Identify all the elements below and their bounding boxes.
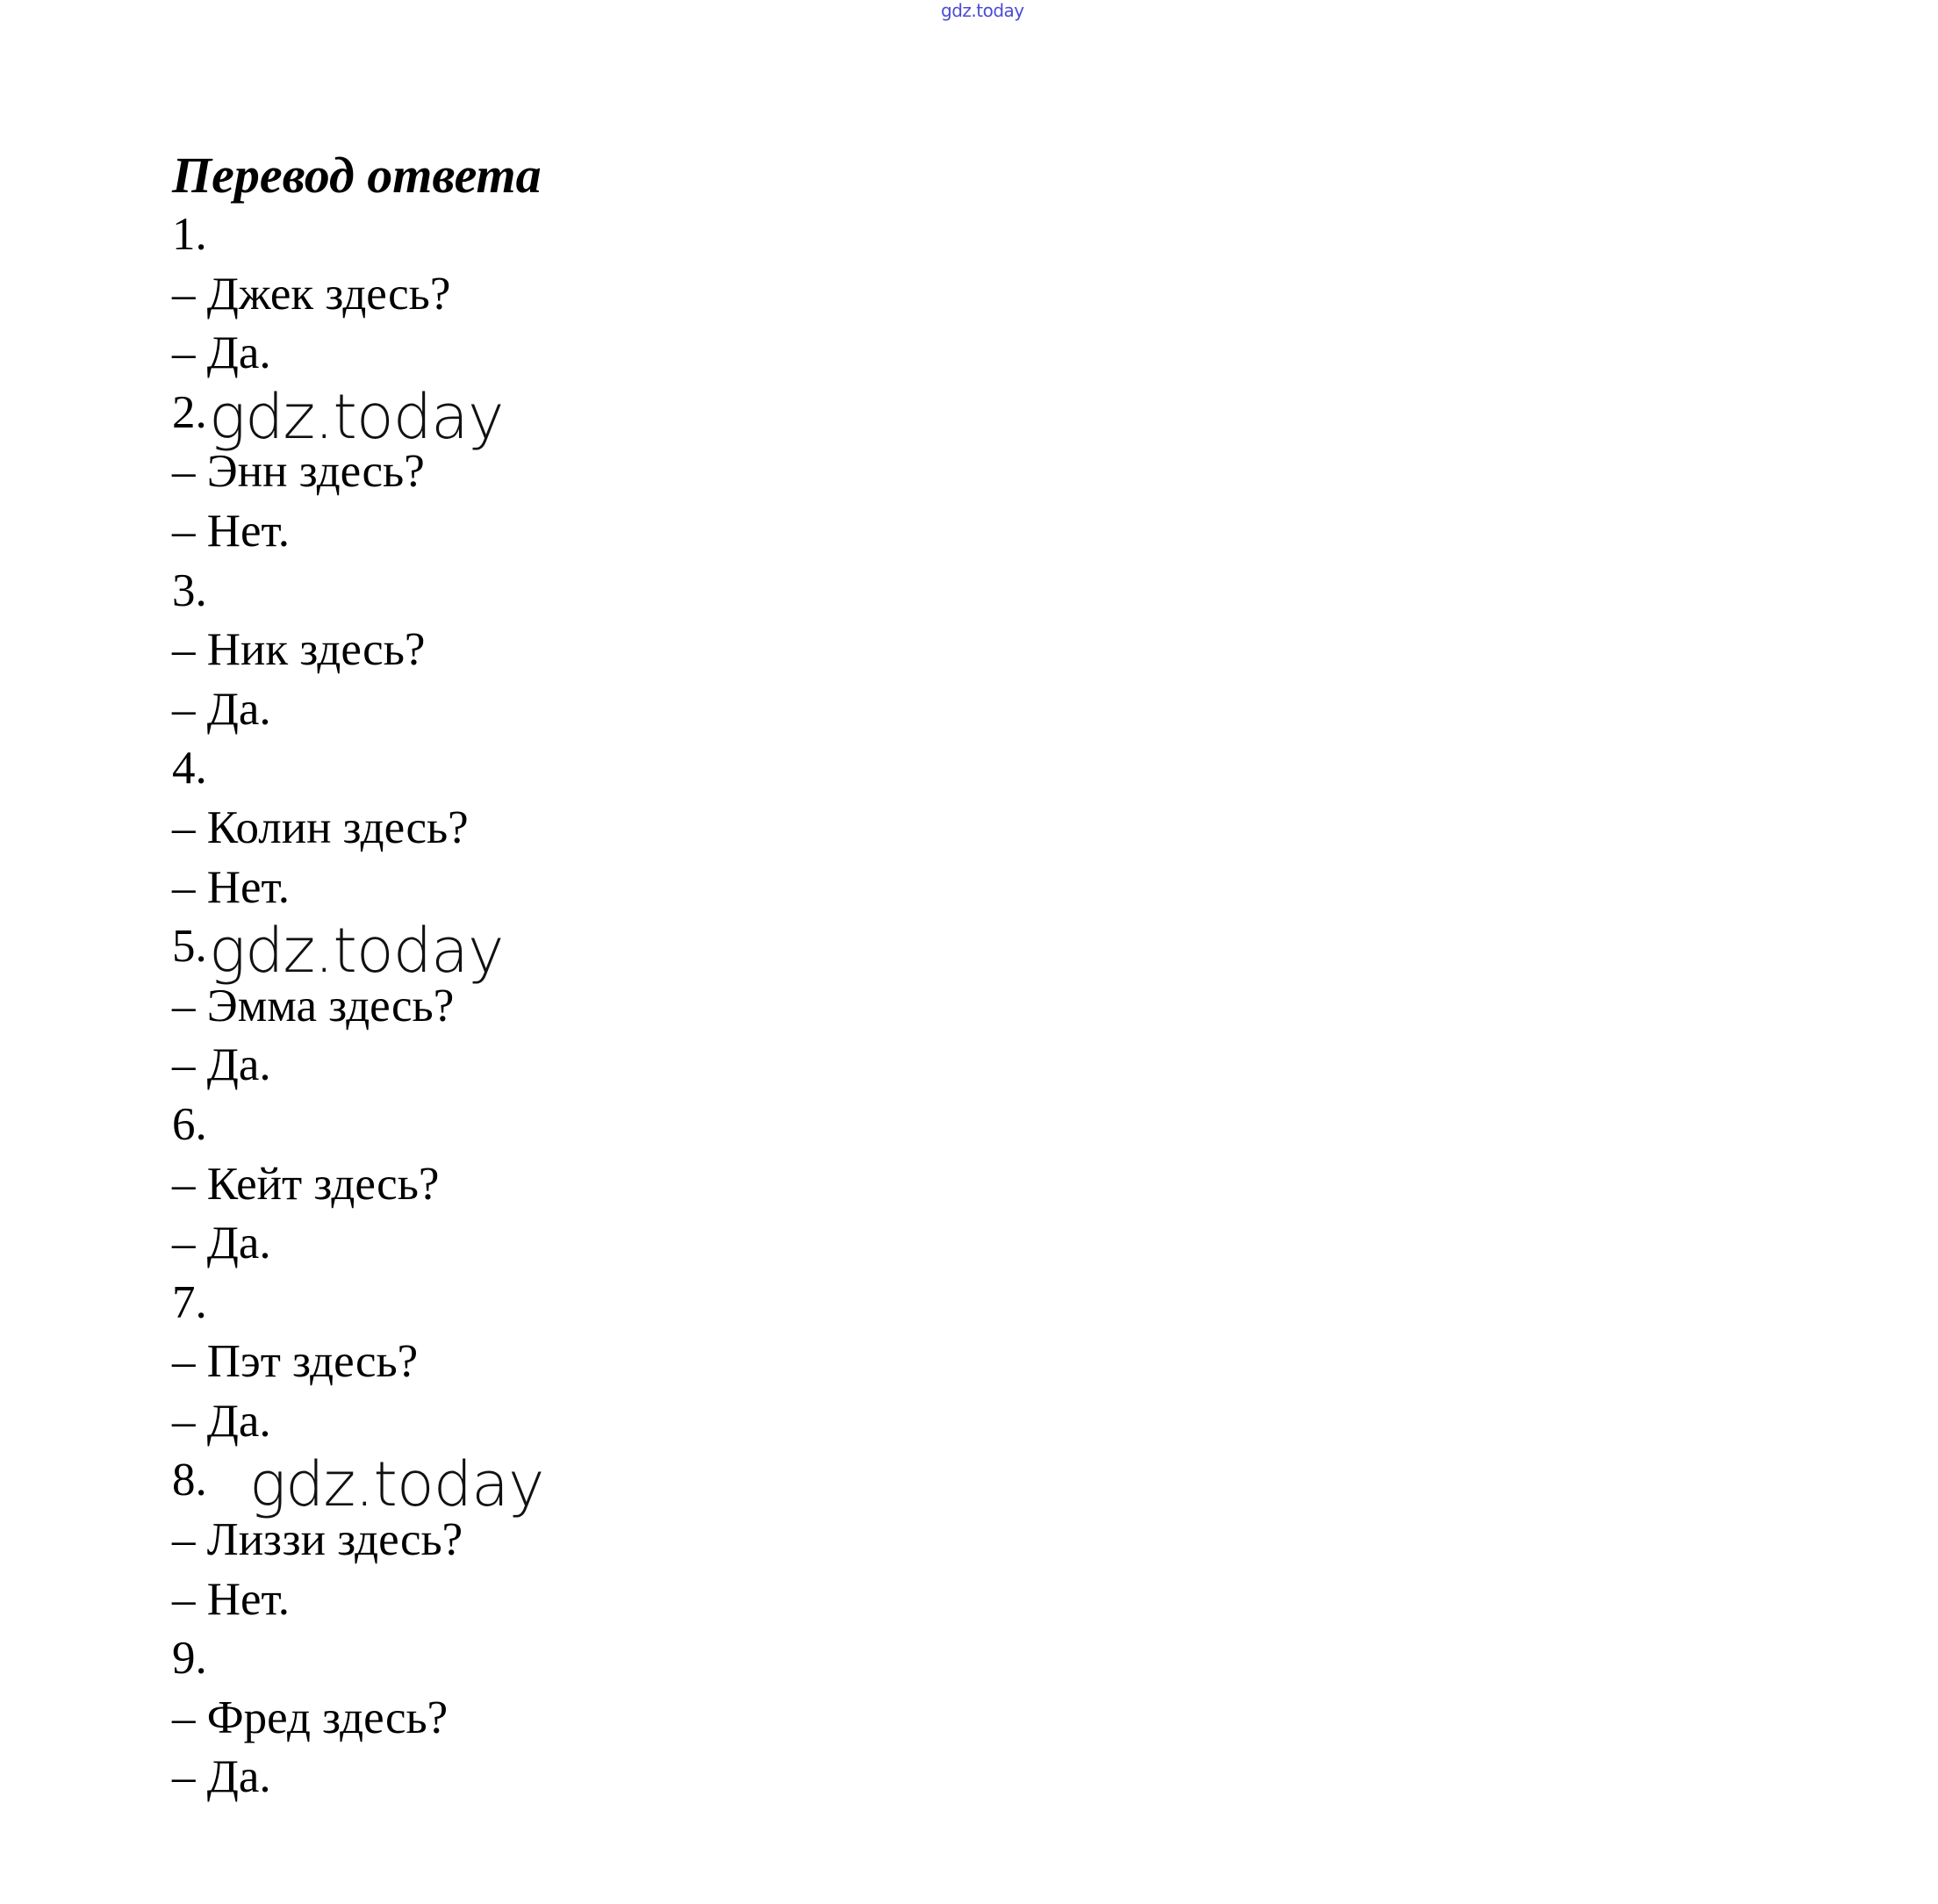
answer-line: – Да. bbox=[172, 1751, 271, 1803]
question-line: – Джек здесь? bbox=[172, 268, 451, 320]
question-line: – Фред здесь? bbox=[172, 1692, 449, 1743]
watermark-text: gdz.today bbox=[209, 380, 504, 453]
question-line: – Ник здесь? bbox=[172, 624, 426, 676]
item-number: 1. bbox=[172, 209, 207, 260]
question-line: – Пэт здесь? bbox=[172, 1336, 419, 1388]
item-number: 2. gdz.today bbox=[172, 380, 504, 453]
question-line: – Колин здесь? bbox=[172, 801, 469, 853]
item-number: 5. gdz.today bbox=[172, 915, 504, 988]
answer-line: – Нет. bbox=[172, 861, 290, 913]
answer-line: – Нет. bbox=[172, 1573, 290, 1625]
item-number: 7. bbox=[172, 1276, 207, 1328]
answer-line: – Да. bbox=[172, 1218, 271, 1269]
answer-line: – Да. bbox=[172, 1039, 271, 1091]
question-line: – Лиззи здесь? bbox=[172, 1514, 463, 1566]
question-line: – Эмма здесь? bbox=[172, 980, 455, 1031]
question-line: – Кейт здесь? bbox=[172, 1158, 440, 1210]
item-number: 9. bbox=[172, 1633, 207, 1685]
top-watermark: gdz.today bbox=[941, 0, 1024, 21]
answer-line: – Да. bbox=[172, 327, 271, 379]
document-body bbox=[172, 146, 542, 1807]
item-number: 8. gdz.today bbox=[172, 1448, 544, 1521]
answer-line: – Нет. bbox=[172, 505, 290, 557]
watermark-text: gdz.today bbox=[209, 915, 504, 988]
document-title: Перевод ответа bbox=[172, 147, 542, 204]
answer-line: – Да. bbox=[172, 683, 271, 735]
item-number: 6. bbox=[172, 1098, 207, 1150]
question-line: – Энн здесь? bbox=[172, 446, 425, 498]
item-number: 3. bbox=[172, 564, 207, 616]
watermark-text: gdz.today bbox=[249, 1448, 544, 1521]
item-number: 4. bbox=[172, 743, 207, 794]
answer-line: – Да. bbox=[172, 1395, 271, 1447]
